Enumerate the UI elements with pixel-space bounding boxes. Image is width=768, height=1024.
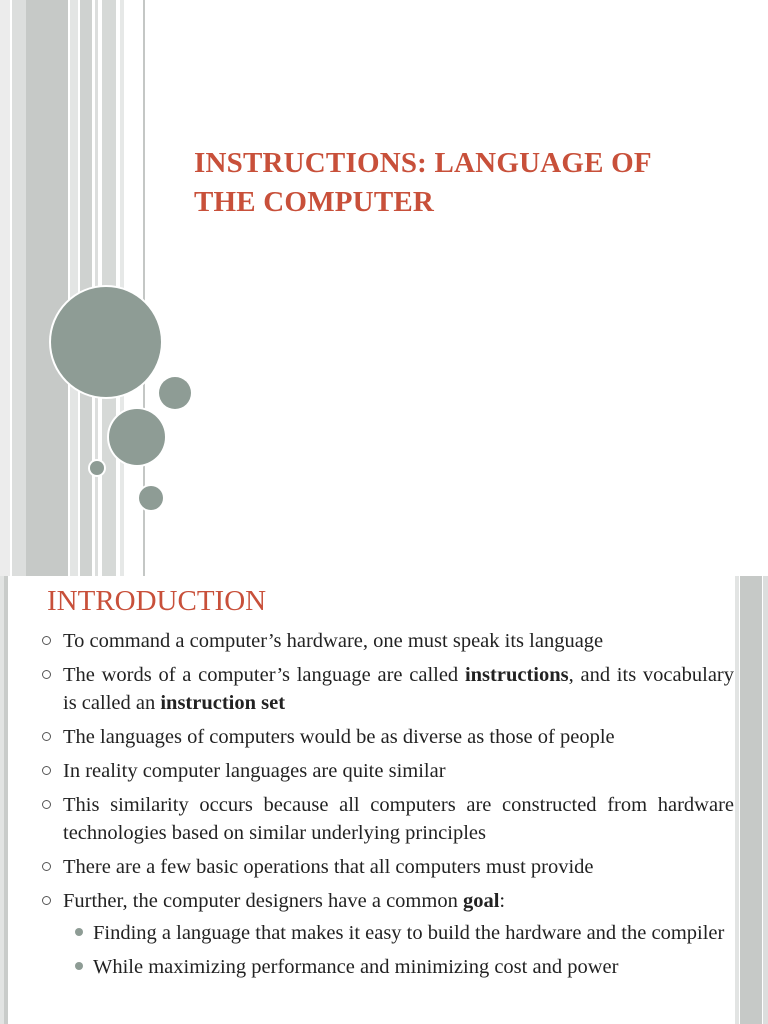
- bullet-text: The languages of computers would be as diverse as those of people: [63, 726, 615, 748]
- decor-stripe: [12, 0, 26, 576]
- decor-stripe: [735, 576, 739, 1024]
- decor-circle: [51, 287, 161, 397]
- hollow-bullet-icon: [42, 732, 51, 741]
- list-item: [40, 887, 734, 915]
- bullet-text: The words of a computer’s language are called: [63, 664, 465, 686]
- decor-stripe: [740, 576, 762, 1024]
- bullet-text: In reality computer languages are quite similar: [63, 760, 446, 782]
- hollow-bullet-icon: [42, 896, 51, 905]
- decor-stripe: [0, 0, 10, 576]
- hollow-bullet-icon: [42, 670, 51, 679]
- bullet-text-bold: instruction set: [160, 692, 286, 714]
- bullet-text: , and its vocabulary is called an: [63, 664, 734, 714]
- slide-title-line1: INSTRUCTIONS: LANGUAGE OF: [194, 147, 652, 179]
- sub-list-item: [40, 919, 734, 947]
- decor-stripe: [4, 576, 8, 1024]
- hollow-bullet-icon: [42, 862, 51, 871]
- list-item: [40, 853, 734, 881]
- sub-list-item: [40, 953, 734, 981]
- list-item: [40, 627, 734, 655]
- decor-stripe: [763, 576, 768, 1024]
- filled-bullet-icon: [75, 928, 83, 936]
- hollow-bullet-icon: [42, 636, 51, 645]
- decor-circle: [109, 409, 165, 465]
- sub-bullet-text: Finding a language that makes it easy to build the hardware and the compiler: [93, 922, 725, 944]
- filled-bullet-icon: [75, 962, 83, 970]
- decor-stripe: [26, 0, 68, 576]
- bullet-text: Further, the computer designers have a common: [63, 890, 463, 912]
- decor-stripe: [70, 0, 78, 576]
- decor-circle: [90, 461, 104, 475]
- decor-stripe: [80, 0, 92, 576]
- bullet-text-bold: goal: [462, 890, 500, 912]
- slide-title-line2: THE COMPUTER: [194, 186, 435, 218]
- section-heading: INTRODUCTION: [47, 585, 267, 617]
- list-item: [40, 661, 734, 717]
- slide-title: [194, 144, 734, 222]
- hollow-bullet-icon: [42, 766, 51, 775]
- list-item: [40, 757, 734, 785]
- decor-circle: [159, 377, 191, 409]
- bullet-text: :: [499, 890, 506, 912]
- hollow-bullet-icon: [42, 800, 51, 809]
- list-item: [40, 723, 734, 751]
- bullet-text-bold: instructions: [464, 664, 569, 686]
- list-item: [40, 791, 734, 847]
- decor-circle: [139, 486, 163, 510]
- bullet-list: [40, 627, 734, 981]
- bullet-text: There are a few basic operations that all computers must provide: [63, 856, 594, 878]
- bullet-text: This similarity occurs because all computers are constructed from hardware technologies based on similar underlying principles: [63, 794, 734, 844]
- bullet-text: To command a computer’s hardware, one must speak its language: [63, 630, 604, 652]
- sub-bullet-text: While maximizing performance and minimizing cost and power: [93, 956, 619, 978]
